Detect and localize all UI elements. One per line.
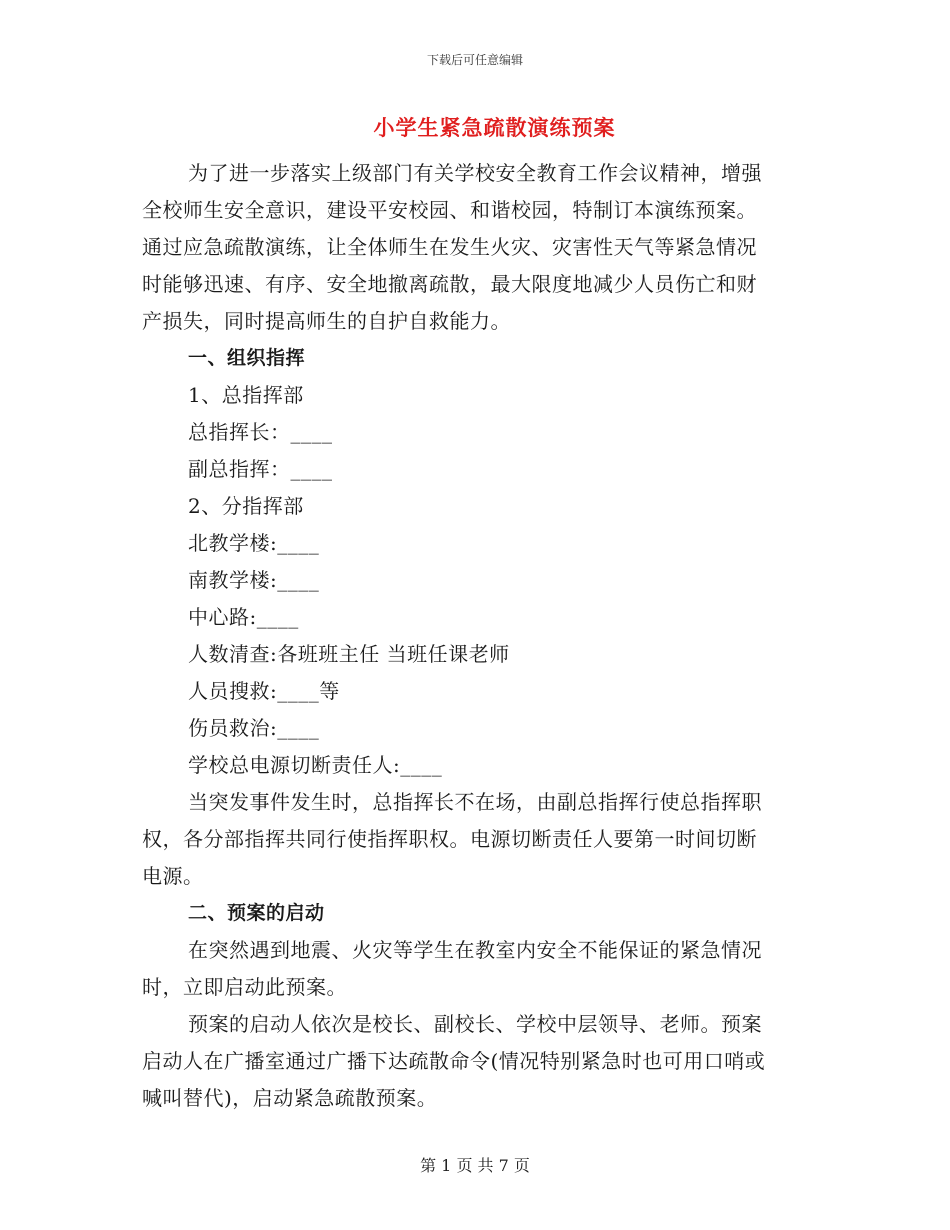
- text-line: 预案的启动人依次是校长、副校长、学校中层领导、老师。预案: [188, 1012, 762, 1036]
- page-footer: 第 1 页 共 7 页: [420, 1156, 530, 1175]
- page-header: 下载后可任意编辑: [426, 53, 523, 67]
- text-line: 人员搜救:____等: [188, 679, 340, 703]
- text-line: 当突发事件发生时，总指挥长不在场，由副总指挥行使总指挥职: [188, 790, 762, 814]
- text-line: 权，各分部指挥共同行使指挥职权。电源切断责任人要第一时间切断: [142, 827, 757, 851]
- section-heading: 一、组织指挥: [188, 347, 306, 369]
- text-line: 为了进一步落实上级部门有关学校安全教育工作会议精神，增强: [188, 161, 762, 185]
- text-line: 时，立即启动此预案。: [142, 975, 347, 999]
- text-line: 学校总电源切断责任人:____: [188, 753, 443, 777]
- text-line: 电源。: [142, 864, 204, 888]
- text-line: 人数清查:各班班主任 当班任课老师: [188, 642, 510, 666]
- text-line: 总指挥长：____: [188, 420, 333, 444]
- text-line: 在突然遇到地震、火灾等学生在教室内安全不能保证的紧急情况: [188, 938, 762, 962]
- text-line: 北教学楼:____: [188, 531, 320, 555]
- document-body: [142, 112, 807, 1117]
- text-line: 伤员救治:____: [188, 716, 320, 740]
- section-heading: 二、预案的启动: [188, 902, 325, 924]
- text-line: 喊叫替代)，启动紧急疏散预案。: [142, 1086, 438, 1110]
- text-line: 中心路:____: [188, 605, 299, 629]
- text-line: 2、分指挥部: [188, 494, 304, 518]
- document-title: 小学生紧急疏散演练预案: [373, 115, 616, 140]
- text-line: 产损失，同时提高师生的自护自救能力。: [142, 309, 511, 333]
- text-line: 副总指挥：____: [188, 457, 333, 481]
- text-line: 1、总指挥部: [188, 383, 304, 407]
- text-line: 启动人在广播室通过广播下达疏散命令(情况特别紧急时也可用口哨或: [142, 1049, 766, 1073]
- text-line: 南教学楼:____: [188, 568, 320, 592]
- text-line: 全校师生安全意识，建设平安校园、和谐校园，特制订本演练预案。: [142, 198, 757, 222]
- text-line: 时能够迅速、有序、安全地撤离疏散，最大限度地减少人员伤亡和财: [142, 272, 757, 296]
- text-line: 通过应急疏散演练，让全体师生在发生火灾、灾害性天气等紧急情况: [142, 235, 757, 259]
- document-lines: [142, 155, 807, 1117]
